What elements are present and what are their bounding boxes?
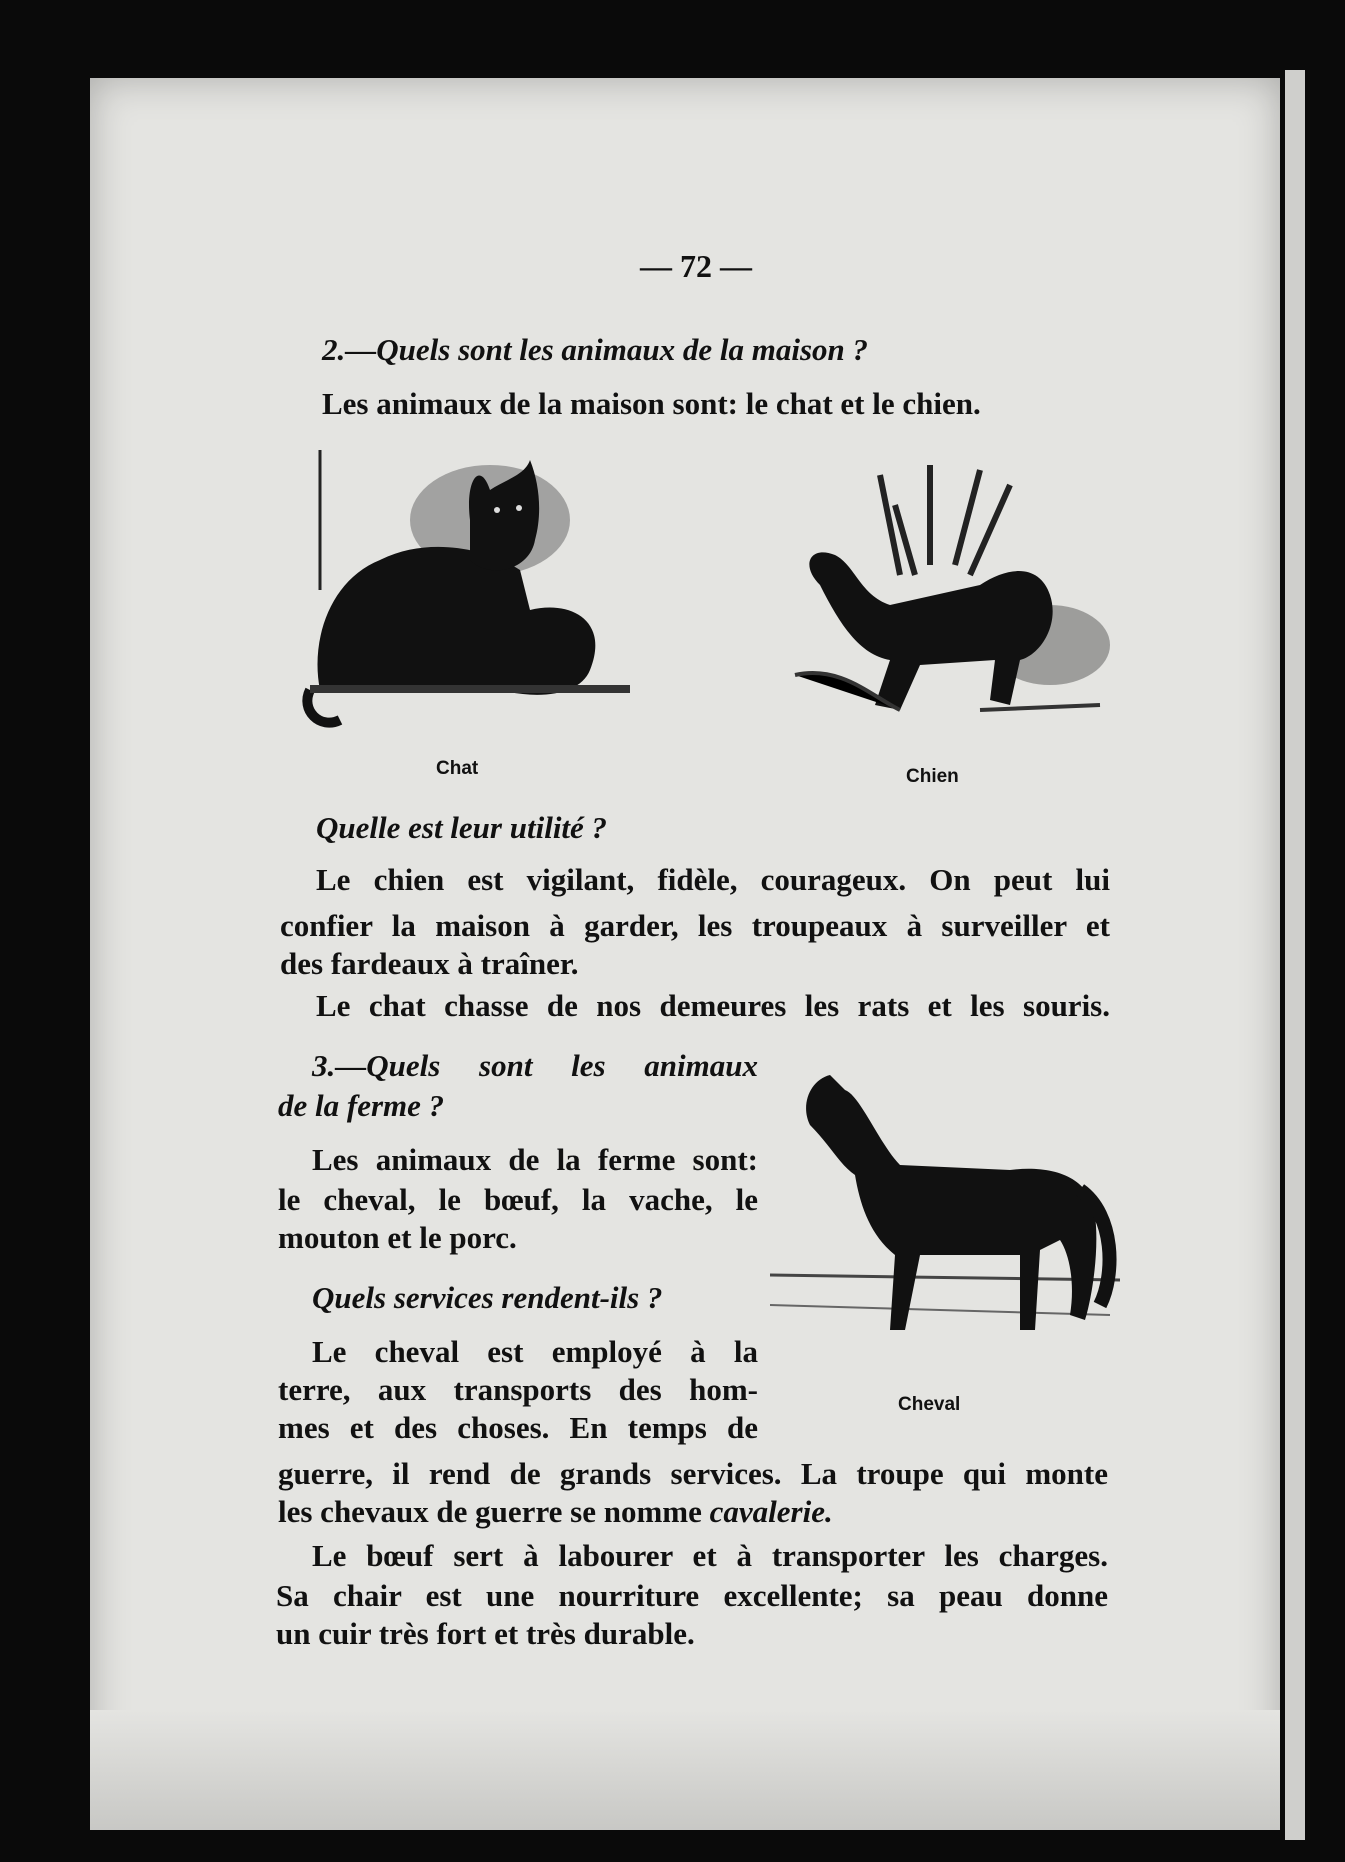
- section2-question: 2.—Quels sont les animaux de la maison ?: [322, 332, 869, 367]
- section3-subquestion: Quels services rendent-ils ?: [312, 1280, 663, 1315]
- section3-question-line2: de la ferme ?: [278, 1088, 445, 1123]
- section3-question-line1: 3.—Quels sont les animaux: [312, 1048, 758, 1083]
- section3-para1-line4: guerre, il rend de grands services. La troupe qui monte: [278, 1456, 1108, 1491]
- cat-illustration: [290, 440, 640, 740]
- section3-para2-line3: un cuir très fort et très durable.: [276, 1616, 695, 1651]
- section2-para1-line3: des fardeaux à traîner.: [280, 946, 579, 981]
- cavalerie-term: cavalerie.: [709, 1494, 833, 1529]
- section3-para2-line1: Le bœuf sert à labourer et à transporter les charges.: [312, 1538, 1108, 1573]
- section3-para2-line2: Sa chair est une nourriture excellente; sa peau donne: [276, 1578, 1108, 1613]
- horse-illustration: [770, 1065, 1120, 1365]
- page-bottom-shade: [90, 1710, 1280, 1830]
- section3-para1-line2: terre, aux transports des hom-: [278, 1372, 758, 1407]
- section3-para1-line3: mes et des choses. En temps de: [278, 1410, 758, 1445]
- section3-answer-line2: le cheval, le bœuf, la vache, le: [278, 1182, 758, 1217]
- section3-answer-line3: mouton et le porc.: [278, 1220, 517, 1255]
- section2-para1-line2: confier la maison à garder, les troupeaux à surveiller et: [280, 908, 1110, 943]
- cat-caption: Chat: [436, 758, 479, 779]
- dog-caption: Chien: [906, 766, 959, 787]
- section2-para2: Le chat chasse de nos demeures les rats et les souris.: [316, 988, 1110, 1023]
- page-number: — 72 —: [640, 248, 752, 284]
- section2-subquestion: Quelle est leur utilité ?: [316, 810, 608, 845]
- facing-page-edge: [1285, 70, 1305, 1840]
- section3-para1-line1: Le cheval est employé à la: [312, 1334, 758, 1369]
- section2-para1-line1: Le chien est vigilant, fidèle, courageux. On peut lui: [316, 862, 1110, 897]
- section2-answer: Les animaux de la maison sont: le chat et le chien.: [322, 386, 981, 421]
- section3-answer-line1: Les animaux de la ferme sont:: [312, 1142, 758, 1177]
- horse-caption: Cheval: [898, 1394, 961, 1415]
- section3-para1-line5-text: les chevaux de guerre se nomme: [278, 1494, 710, 1529]
- dog-illustration: [780, 455, 1120, 745]
- section3-para1-line5: [278, 1494, 833, 1530]
